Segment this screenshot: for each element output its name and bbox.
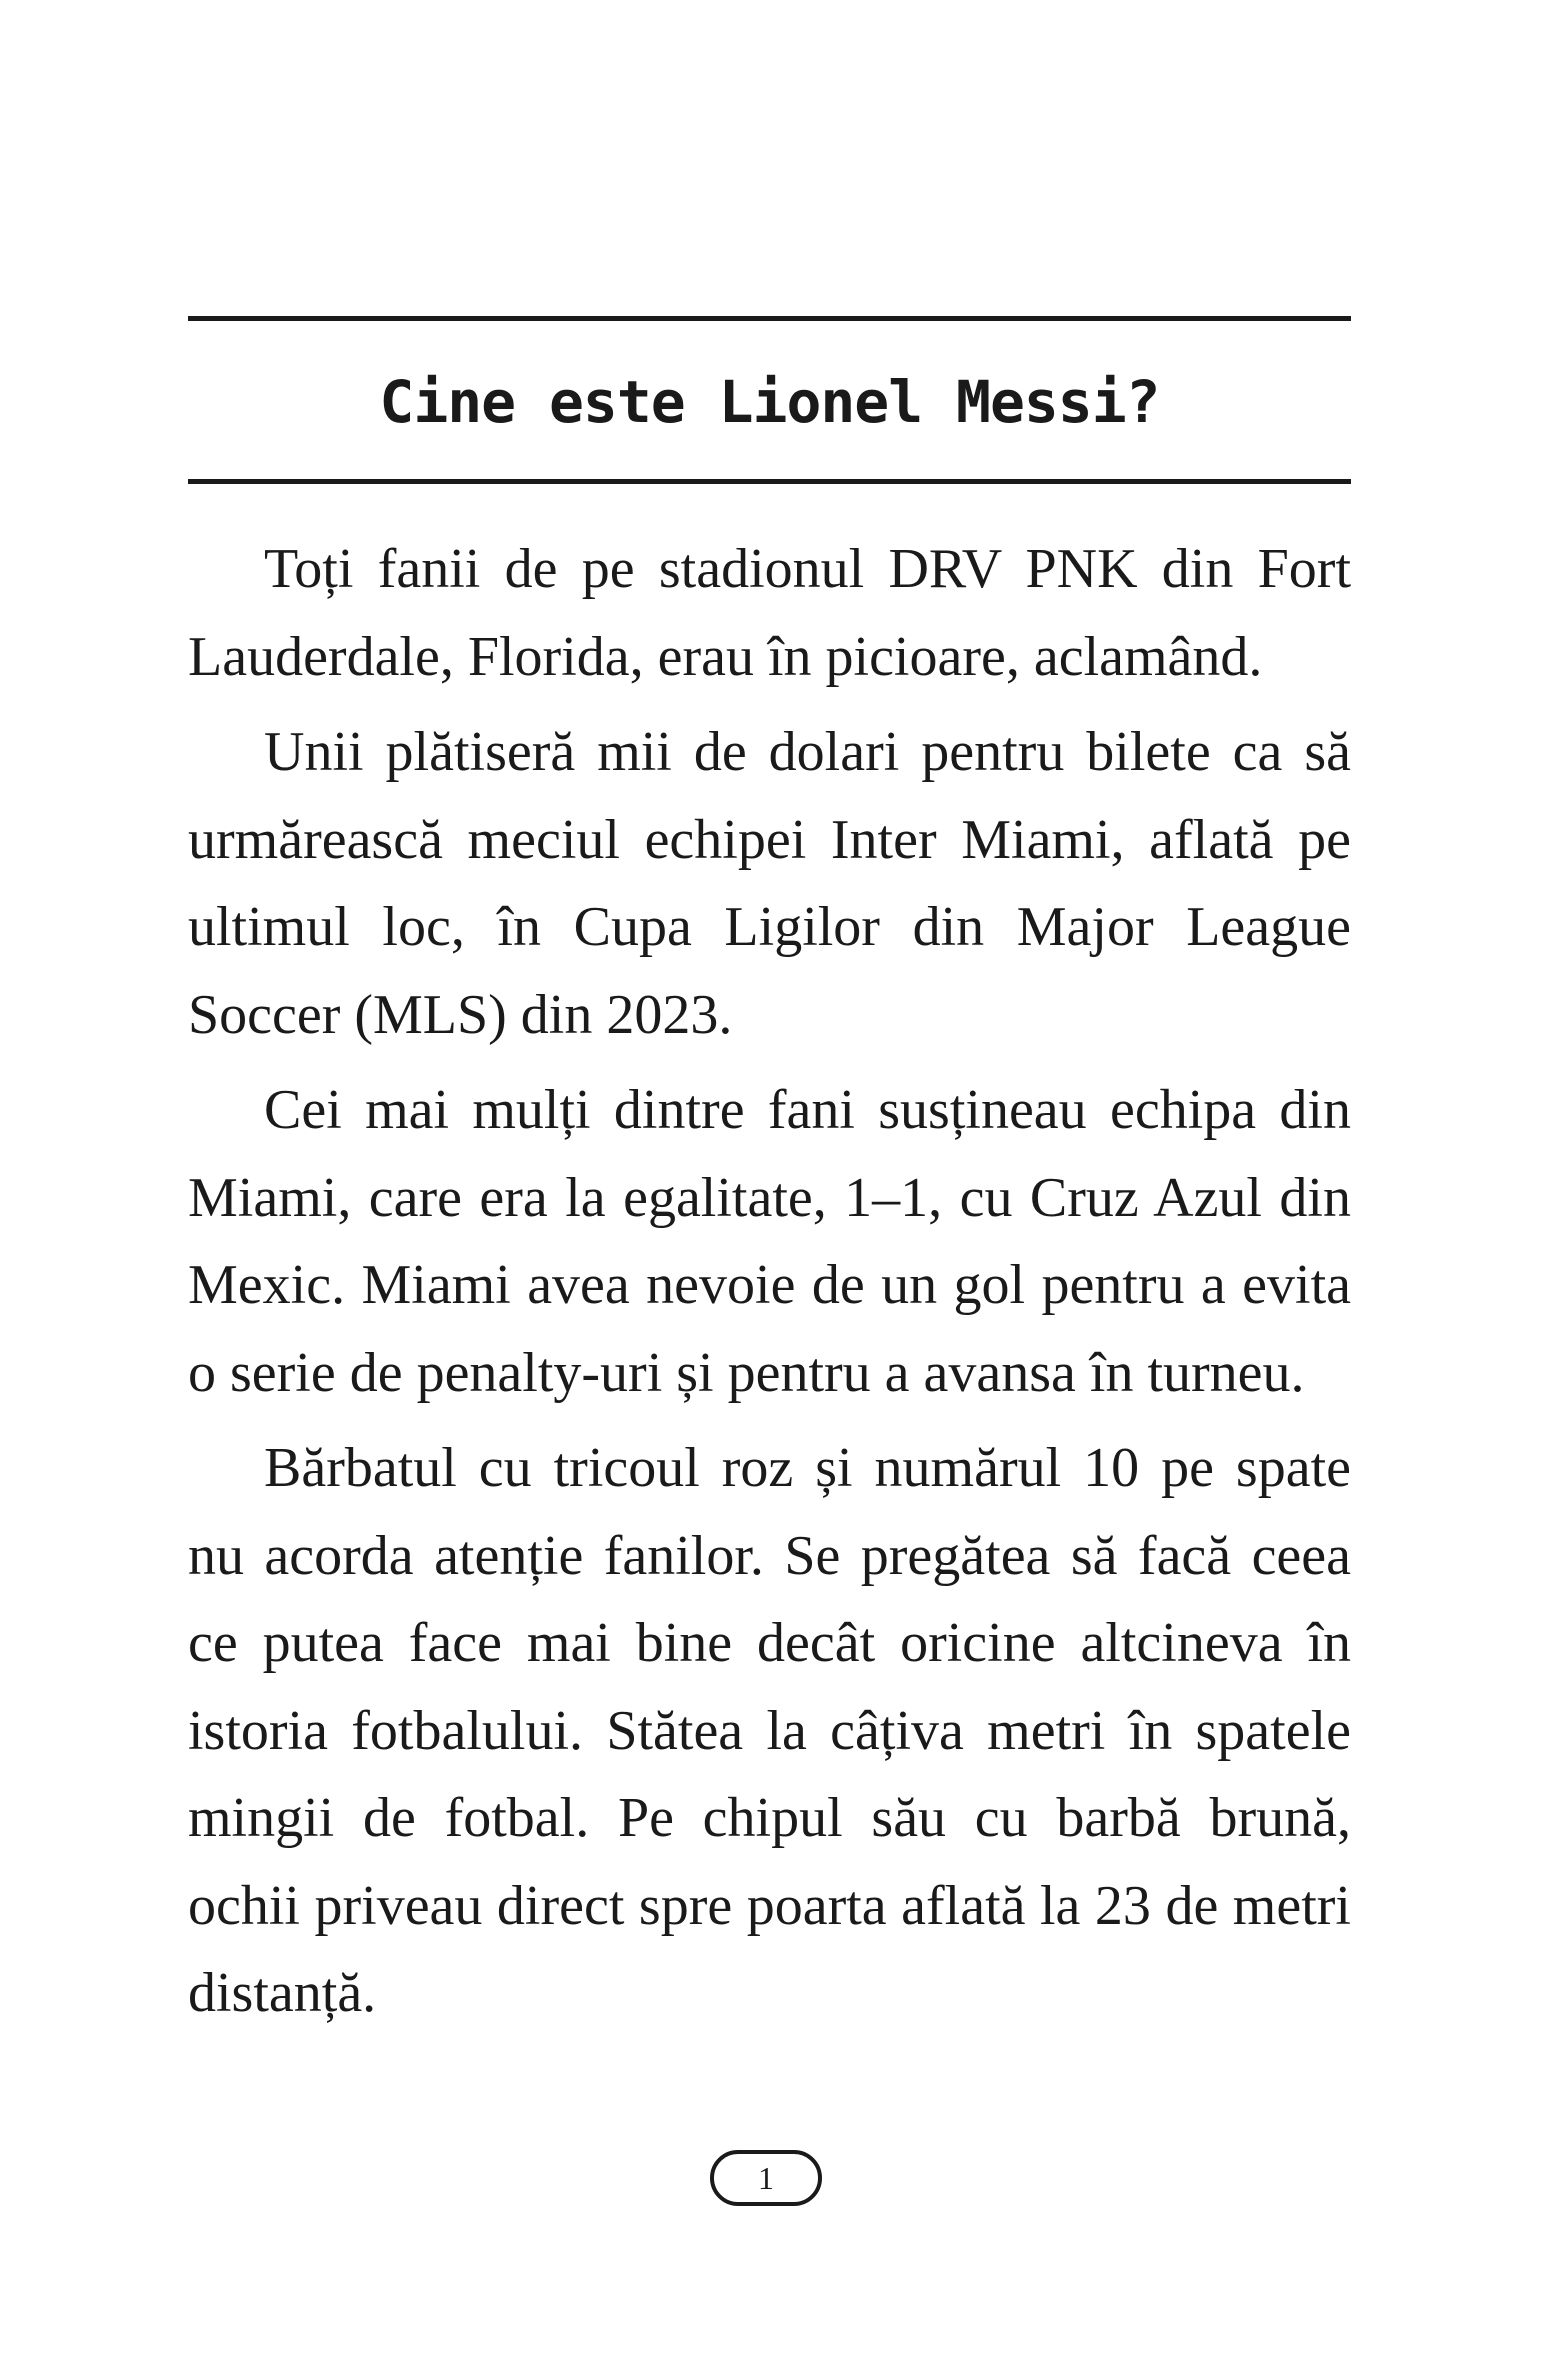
page-number: 1 [710,2150,822,2206]
paragraph: Unii plătiseră mii de dolari pentru bilete ca să urmărească meciul echipei Inter Miami, aflată pe ultimul loc, în Cupa Ligilor din Major League Soccer (MLS) din 2023. [188,721,1351,1046]
chapter-title: Cine este Lionel Messi? [379,368,1160,436]
title-bottom-rule [188,479,1351,484]
paragraph: Cei mai mulți dintre fani susțineau echipa din Miami, care era la egalitate, 1–1, cu Cruz Azul din Mexic. Miami avea nevoie de un gol pentru a evita o serie de penalty-uri și pentru a avansa în turneu. [188,1079,1351,1404]
paragraph: Bărbatul cu tricoul roz și numărul 10 pe spate nu acorda atenție fanilor. Se pregătea să facă ceea ce putea face mai bine decât oricine altcineva în istoria fotbalului. Stătea la câțiva metri în spatele mingii de fotbal. Pe chipul său cu barbă brună, ochii priveau direct spre poarta aflată la 23 de metri distanță. [188,1437,1351,2024]
chapter-body [188,526,1351,2046]
title-top-rule [188,316,1351,321]
paragraph: Toți fanii de pe stadionul DRV PNK din Fort Lauderdale, Florida, erau în picioare, aclamând. [188,538,1351,688]
